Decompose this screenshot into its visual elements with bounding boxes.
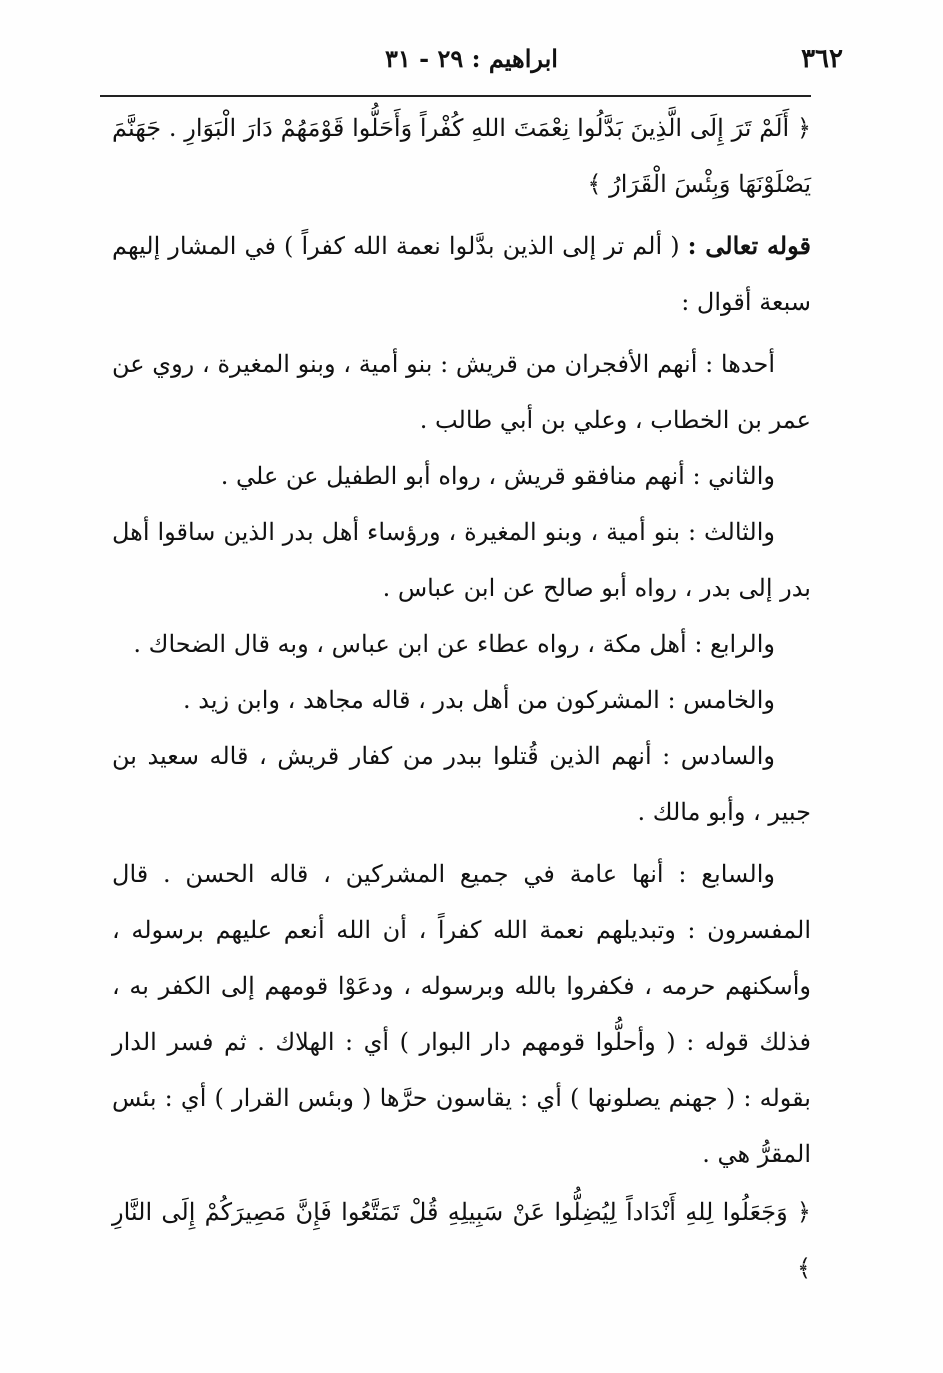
opinion-1: أحدها : أنهم الأفجران من قريش : بنو أمية ، وبنو المغيرة ، روي عن عمر بن الخطاب ، وعلي بن أبي طالب . xyxy=(112,350,811,434)
commentary-intro xyxy=(112,218,811,330)
opinion-3: والثالث : بنو أمية ، وبنو المغيرة ، ورؤساء أهل بدر الذين ساقوا أهل بدر إلى بدر ، رواه أبو صالح عن ابن عباس . xyxy=(112,518,811,602)
intro-lead: قوله تعالى : xyxy=(687,231,811,260)
page-header xyxy=(100,40,843,88)
running-title: ابراهيم : ٢٩ - ٣١ xyxy=(385,44,558,73)
opinion-5: والخامس : المشركون من أهل بدر ، قاله مجاهد ، وابن زيد . xyxy=(183,686,775,714)
quran-verse-top: ﴿ أَلَمْ تَرَ إِلَى الَّذِينَ بَدَّلُوا نِعْمَتَ اللهِ كُفْراً وَأَحَلُّوا قَوْمَهُمْ دَارَ الْبَوَارِ . جَهَنَّمَ يَصْلَوْنَهَا وَبِئْسَ الْقَرَارُ ﴾ xyxy=(112,114,812,198)
opinion-4: والرابع : أهل مكة ، رواه عطاء عن ابن عباس ، وبه قال الضحاك . xyxy=(133,630,775,658)
page-number: ٣٦٢ xyxy=(801,44,843,74)
opinion-2: والثاني : أنهم منافقو قريش ، رواه أبو الطفيل عن علي . xyxy=(220,462,775,490)
intro-text: ( ألم تر إلى الذين بدَّلوا نعمة الله كفراً ) في المشار إليهم سبعة أقوال : xyxy=(112,232,811,316)
opinion-7: والسابع : أنها عامة في جميع المشركين ، قاله الحسن . قال المفسرون : وتبديلهم نعمة الله كفراً ، أن الله أنعم عليهم برسوله ، وأسكنهم حرمه ، فكفروا بالله وبرسوله ، ودعَوْا قومهم إلى الكفر به ، فذلك قوله : ( وأحلُّوا قومهم دار البوار ) أي : الهلاك . ثم فسر الدار بقوله : ( جهنم يصلونها ) أي : يقاسون حرَّها ( وبئس القرار ) أي : بئس المقرُّ هي . xyxy=(112,860,811,1168)
page-body xyxy=(112,100,811,1296)
opinion-6: والسادس : أنهم الذين قُتلوا ببدر من كفار قريش ، قاله سعيد بن جبير ، وأبو مالك . xyxy=(112,742,811,826)
quran-verse-bottom: ﴿ وَجَعَلُوا لِلهِ أَنْدَاداً لِيُضِلُّوا عَنْ سَبِيلِهِ قُلْ تَمَتَّعُوا فَإِنَّ مَصِيرَكُمْ إِلَى النَّارِ ﴾ xyxy=(112,1198,811,1282)
header-rule xyxy=(100,95,811,97)
